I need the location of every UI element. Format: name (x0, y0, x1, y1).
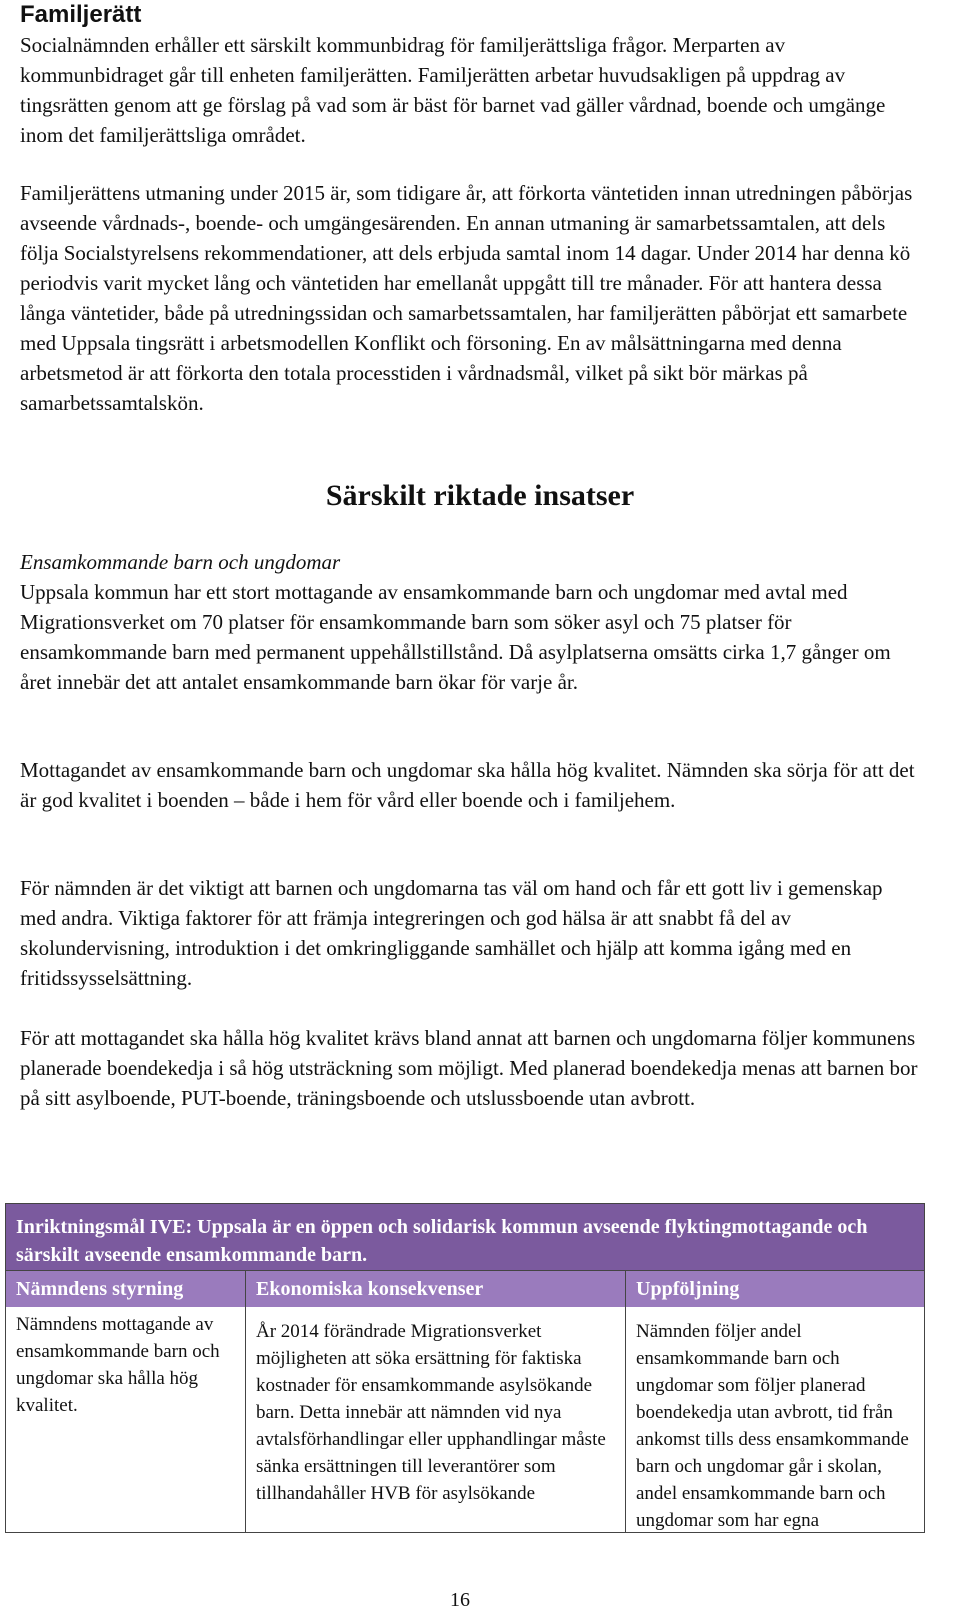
goal-column-headers (6, 1271, 924, 1307)
paragraph: För nämnden är det viktigt att barnen och ungdomarna tas väl om hand och får ett gott liv i gemenskap med andra. Viktiga faktorer för att främja integreringen och god hälsa är att snabbt få del av skolundervisning, introduktion i det omkringliggande samhället och hjälp att komma igång med en fritidssysselsättning. (20, 876, 883, 990)
goal-table (5, 1203, 925, 1533)
paragraph: Uppsala kommun har ett stort mottagande av ensamkommande barn och ungdomar med avtal med Migrationsverket om 70 platser för ensamkommande barn som söker asyl och 75 platser för ensamkommande barn med permanent uppehållstillstånd. Då asylplatserna omsätts cirka 1,7 gånger om året innebär det att antalet ensamkommande barn ökar för varje år. (20, 580, 891, 694)
goal-row (6, 1307, 924, 1532)
goal-title: Inriktningsmål IVE: Uppsala är en öppen och solidarisk kommun avseende flyktingmottagande och särskilt avseende ensamkommande barn. (6, 1204, 924, 1271)
section-heading-familjeratt: Familjerätt (20, 1, 142, 28)
column-header-styrning: Nämndens styrning (6, 1271, 246, 1307)
cell-styrning: Nämndens mottagande av ensamkommande barn och ungdomar ska hålla hög kvalitet. (6, 1307, 246, 1532)
paragraph: För att mottagandet ska hålla hög kvalitet krävs bland annat att barnen och ungdomarna följer kommunens planerade boendekedja i så hög utsträckning som möjligt. Med planerad boendekedja menas att barnen bor på sitt asylboende, PUT-boende, träningsboende och utslussboende utan avbrott. (20, 1026, 918, 1110)
cell-ekonomiska: År 2014 förändrade Migrationsverket möjligheten att söka ersättning för faktiska kostnader för ensamkommande asylsökande barn. Detta innebär att nämnden vid nya avtalsförhandlingar eller upphandlingar måste sänka ersättningen till leverantörer som tillhandahåller HVB för asylsökande (246, 1307, 626, 1532)
paragraph: Familjerättens utmaning under 2015 är, som tidigare år, att förkorta väntetiden innan utredningen påbörjas avseende vårdnads-, boende- och umgängesärenden. En annan utmaning är samarbetssamtalen, att dels följa Socialstyrelsens rekommendationer, att dels erbjuda samtal inom 14 dagar. Under 2014 har denna kö periodvis varit mycket lång och väntetiden har emellanåt uppgått till tre månader. För att hantera dessa långa väntetider, både på utredningssidan och samarbetssamtalen, har familjerätten påbörjat ett samarbete med Uppsala tingsrätt i arbetsmodellen Konflikt och försoning. En av målsättningarna med denna arbetsmetod är att förkorta den totala processtiden i vårdnadsmål, vilket på sikt bör märkas på samarbetssamtalskön. (20, 181, 913, 415)
section-heading-sarskilt: Särskilt riktade insatser (325, 479, 635, 512)
cell-uppfoljning: Nämnden följer andel ensamkommande barn och ungdomar som följer planerad boendekedja utan avbrott, tid från ankomst tills dess ensamkommande barn och ungdomar går i skolan, andel ensamkommande barn och ungdomar som har egna (636, 1321, 909, 1531)
page-number: 16 (450, 1589, 470, 1611)
column-header-uppfoljning: Uppföljning (636, 1278, 740, 1300)
paragraph: Mottagandet av ensamkommande barn och ungdomar ska hålla hög kvalitet. Nämnden ska sörja för att det är god kvalitet i boenden – både i hem för vård eller boende och i familjehem. (20, 758, 915, 812)
paragraph: Socialnämnden erhåller ett särskilt kommunbidrag för familjerättsliga frågor. Merparten av kommunbidraget går till enheten familjerätten. Familjerätten arbetar huvudsakligen på uppdrag av tingsrätten genom att ge förslag på vad som är bäst för barnet vad gäller vårdnad, boende och umgänge inom det familjerättsliga området. (20, 33, 886, 147)
subheading: Ensamkommande barn och ungdomar (20, 550, 341, 574)
column-header-ekonomiska: Ekonomiska konsekvenser (246, 1271, 626, 1307)
